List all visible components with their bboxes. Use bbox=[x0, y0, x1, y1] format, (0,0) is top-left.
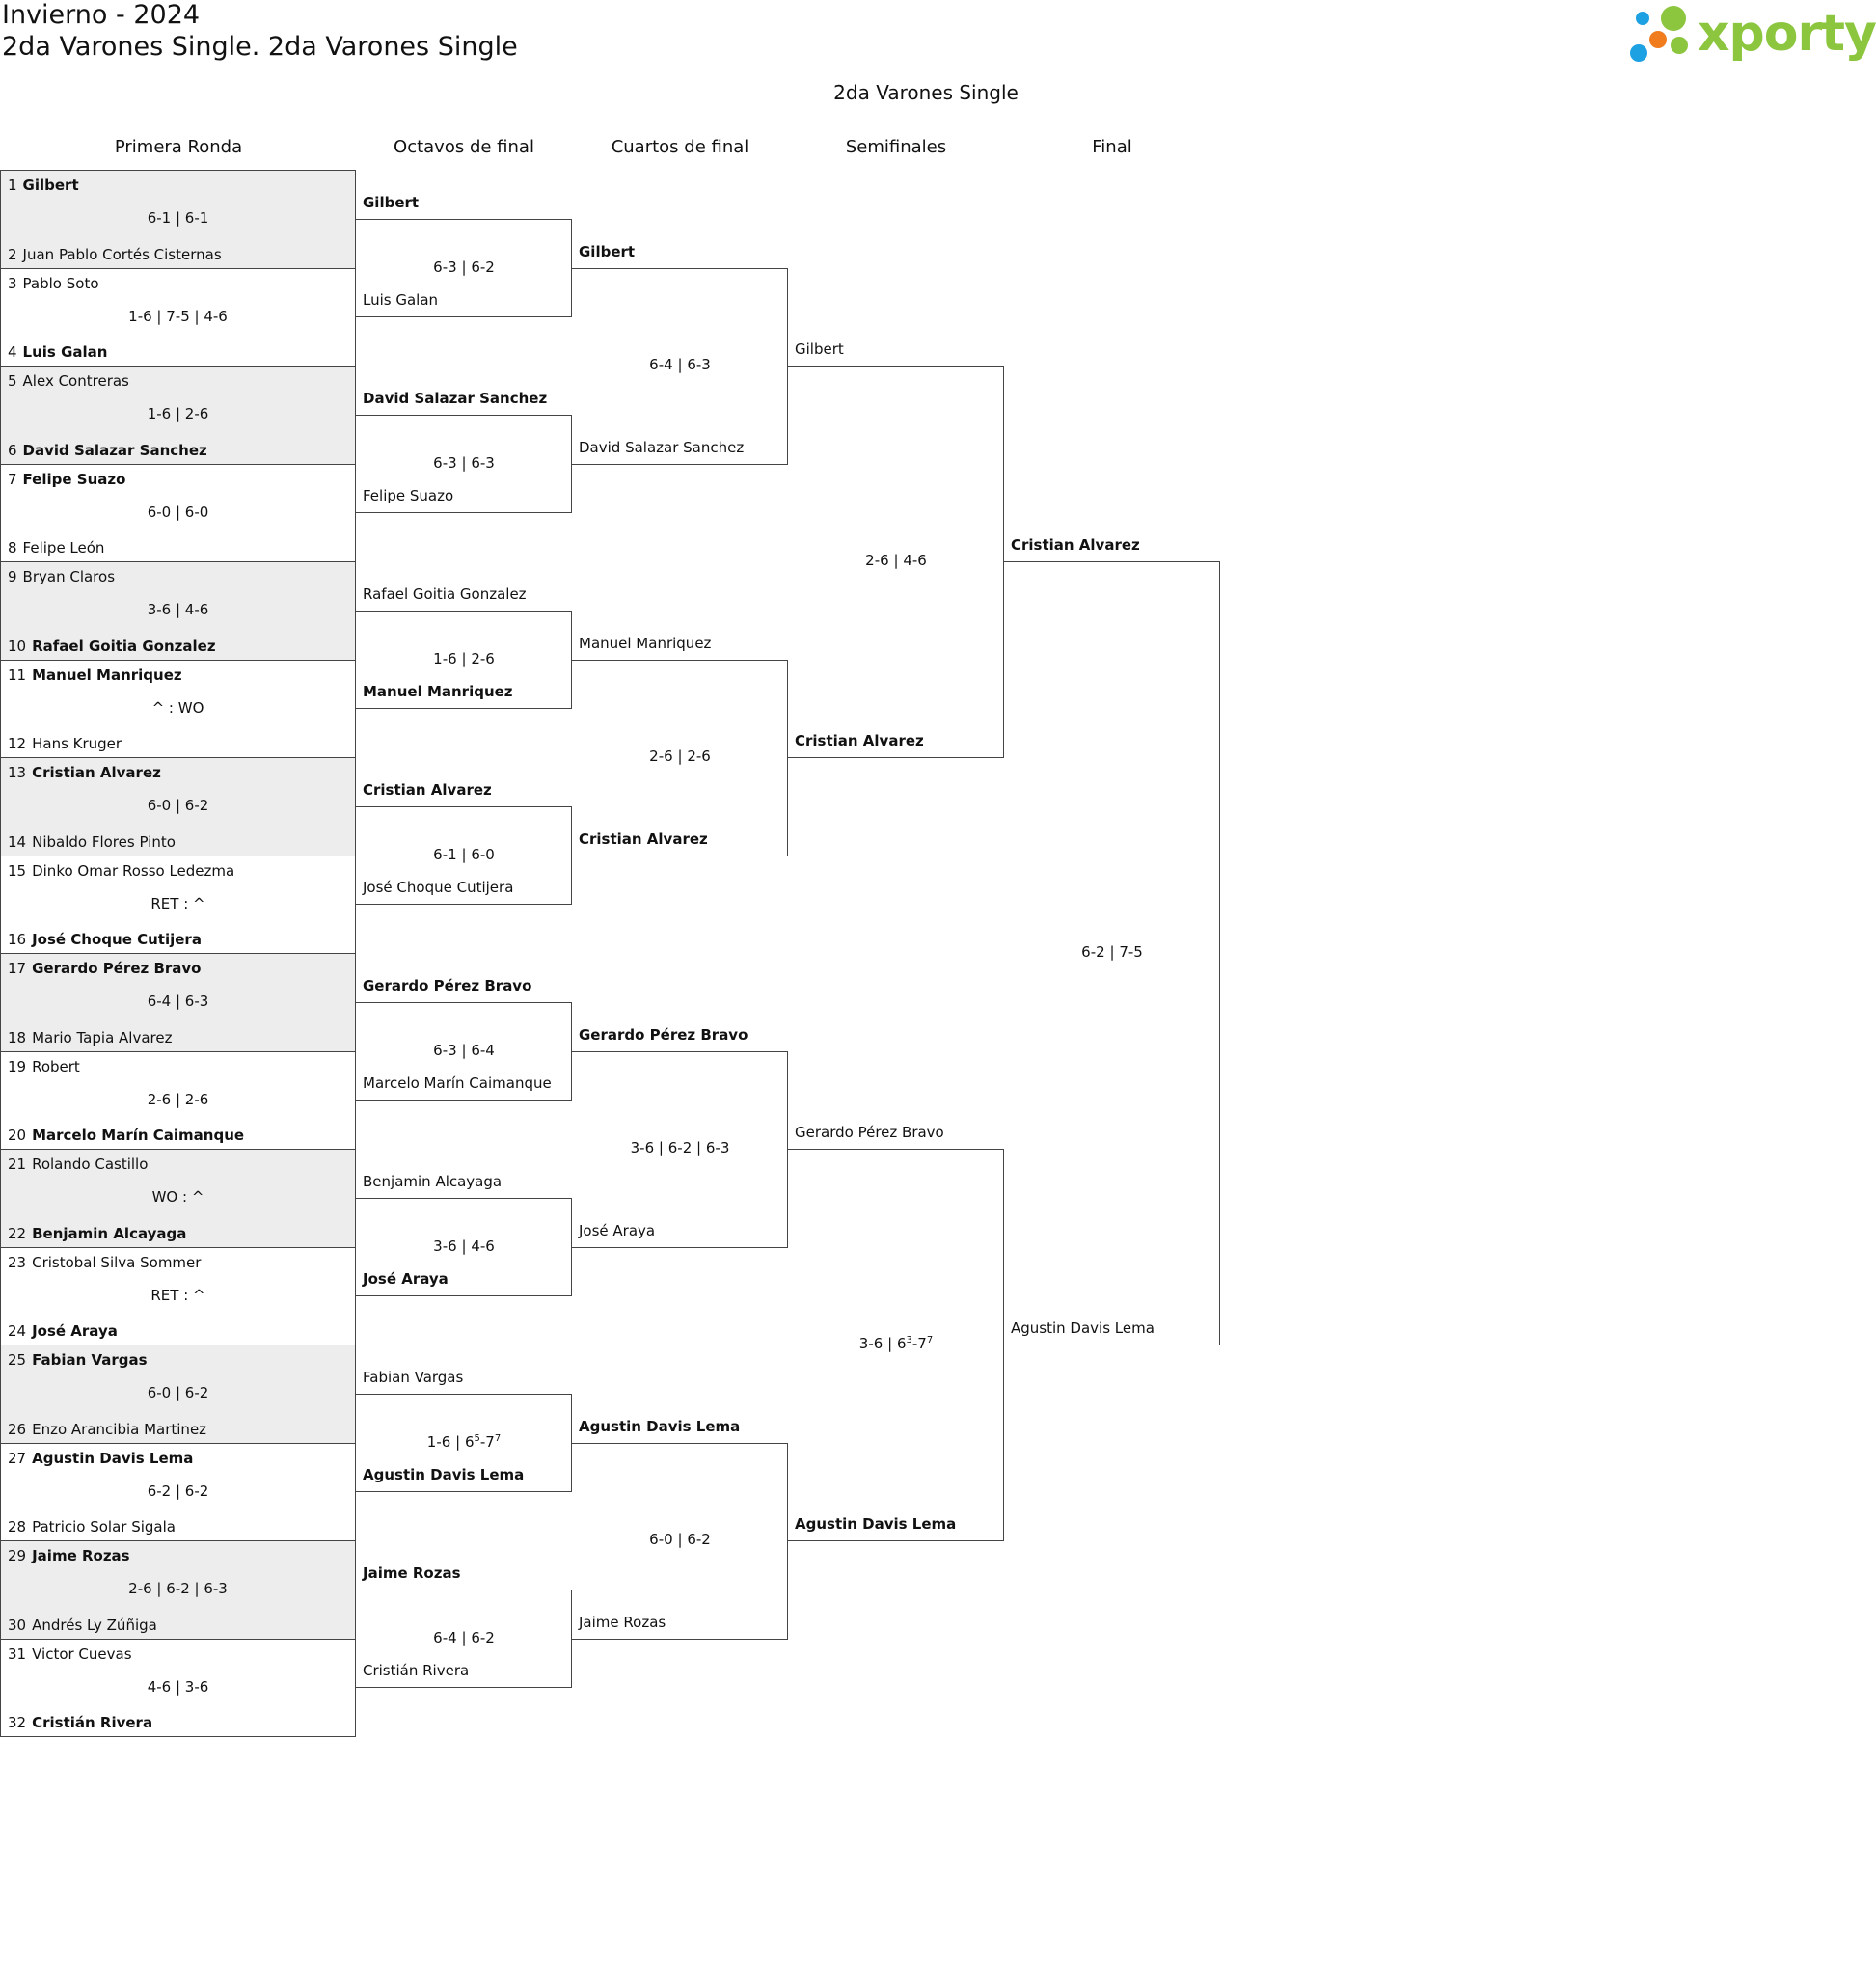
player-name[interactable]: Cristian Alvarez bbox=[795, 732, 924, 749]
seed-number: 21 bbox=[8, 1155, 27, 1173]
match-score: WO : ^ bbox=[151, 1188, 204, 1206]
round-header: Octavos de final bbox=[394, 137, 534, 157]
match-card-r1-12[interactable] bbox=[0, 1247, 356, 1346]
player-name[interactable]: Cristián Rivera bbox=[32, 1714, 153, 1731]
player-name[interactable]: Gerardo Pérez Bravo bbox=[795, 1124, 944, 1141]
round-header: Primera Ronda bbox=[114, 137, 243, 157]
player-name[interactable]: Fabian Vargas bbox=[363, 1368, 464, 1386]
match-card-r1-7[interactable] bbox=[0, 757, 356, 856]
match-card-r1-3[interactable] bbox=[0, 366, 356, 465]
seed-number: 13 bbox=[8, 764, 27, 781]
match-card-r1-11[interactable] bbox=[0, 1149, 356, 1248]
player-name[interactable]: Cristian Alvarez bbox=[1011, 536, 1140, 554]
player-name[interactable]: Cristian Alvarez bbox=[579, 829, 708, 848]
player-name[interactable]: David Salazar Sanchez bbox=[22, 441, 207, 459]
match-score: 6-0 | 6-2 bbox=[147, 1384, 209, 1401]
match-score: 6-0 | 6-2 bbox=[147, 797, 209, 814]
player-name[interactable]: Pablo Soto bbox=[22, 274, 99, 292]
player-name[interactable]: José Choque Cutijera bbox=[32, 931, 202, 948]
player-row bbox=[8, 1450, 193, 1467]
seed-number: 8 bbox=[8, 539, 17, 557]
player-name[interactable]: Mario Tapia Alvarez bbox=[32, 1028, 173, 1046]
match-card-r1-9[interactable] bbox=[0, 953, 356, 1052]
player-name[interactable]: Dinko Omar Rosso Ledezma bbox=[32, 861, 235, 880]
xporty-logo bbox=[1628, 2, 1876, 66]
match-card-r1-1[interactable] bbox=[0, 170, 356, 269]
match-score: 4-6 | 3-6 bbox=[147, 1677, 209, 1696]
match-card-r1-5[interactable] bbox=[0, 561, 356, 661]
player-row bbox=[8, 960, 202, 977]
player-name[interactable]: Marcelo Marín Caimanque bbox=[363, 1074, 552, 1093]
round-header: Final bbox=[1092, 137, 1132, 157]
match-score: 3-6 | 6-2 | 6-3 bbox=[630, 1139, 730, 1156]
player-row bbox=[8, 1421, 206, 1438]
player-row bbox=[8, 1322, 118, 1340]
player-name[interactable]: Enzo Arancibia Martinez bbox=[32, 1420, 207, 1438]
player-row bbox=[8, 1155, 148, 1173]
player-name[interactable]: Cristian Alvarez bbox=[32, 764, 161, 781]
player-name[interactable]: Cristian Alvarez bbox=[363, 780, 492, 799]
player-row bbox=[8, 539, 104, 557]
match-score: 2-6 | 2-6 bbox=[649, 747, 711, 765]
match-score: 6-4 | 6-3 bbox=[649, 356, 711, 373]
seed-number: 10 bbox=[8, 637, 27, 655]
seed-number: 23 bbox=[8, 1253, 27, 1271]
player-name[interactable]: José Araya bbox=[579, 1221, 656, 1239]
match-score: 6-1 | 6-1 bbox=[147, 209, 209, 227]
player-row bbox=[8, 735, 122, 752]
match-score: 6-0 | 6-0 bbox=[147, 503, 209, 521]
player-name[interactable]: José Araya bbox=[363, 1270, 449, 1289]
match-card-r1-16[interactable] bbox=[0, 1639, 356, 1738]
seed-number: 26 bbox=[8, 1420, 27, 1438]
player-name[interactable]: Felipe León bbox=[22, 539, 105, 557]
seed-number: 18 bbox=[8, 1028, 27, 1046]
player-name[interactable]: Jaime Rozas bbox=[579, 1613, 666, 1631]
player-name[interactable]: Jaime Rozas bbox=[363, 1563, 461, 1582]
player-name[interactable]: Gilbert bbox=[579, 242, 636, 260]
player-row bbox=[8, 1645, 132, 1663]
match-card-r1-8[interactable] bbox=[0, 856, 356, 955]
match-score: 3-6 | $6^3-7^7$ bbox=[858, 1335, 934, 1352]
match-score: 2-6 | 4-6 bbox=[865, 552, 927, 569]
player-name[interactable]: Manuel Manriquez bbox=[579, 634, 712, 652]
player-row bbox=[8, 833, 176, 851]
match-score: 1-6 | 7-5 | 4-6 bbox=[128, 307, 228, 325]
player-row bbox=[8, 1225, 186, 1242]
player-name[interactable]: Gerardo Pérez Bravo bbox=[363, 976, 532, 994]
match-score: 1-6 | $6^5-7^7$ bbox=[426, 1432, 502, 1451]
match-score: 6-0 | 6-2 bbox=[649, 1531, 711, 1548]
player-name[interactable]: Rolando Castillo bbox=[32, 1155, 149, 1173]
seed-number: 11 bbox=[8, 666, 27, 684]
player-name[interactable]: Fabian Vargas bbox=[32, 1351, 148, 1369]
logo-text: xporty bbox=[1698, 5, 1876, 63]
seed-number: 27 bbox=[8, 1449, 27, 1467]
player-name[interactable]: Gilbert bbox=[795, 340, 844, 358]
player-name[interactable]: Luis Galan bbox=[363, 291, 439, 310]
seed-number: 16 bbox=[8, 931, 27, 948]
player-name[interactable]: Gerardo Pérez Bravo bbox=[579, 1025, 748, 1044]
player-name[interactable]: Agustin Davis Lema bbox=[579, 1417, 741, 1435]
match-score: 6-4 | 6-2 bbox=[433, 1628, 495, 1646]
match-card-r1-2[interactable] bbox=[0, 268, 356, 367]
player-name[interactable]: David Salazar Sanchez bbox=[579, 438, 745, 456]
match-score: 6-2 | 7-5 bbox=[1081, 943, 1143, 961]
player-row bbox=[8, 246, 222, 263]
match-score: 1-6 | 2-6 bbox=[433, 649, 495, 667]
player-name[interactable]: José Araya bbox=[32, 1322, 118, 1340]
seed-number: 14 bbox=[8, 832, 27, 851]
player-row bbox=[8, 1029, 172, 1046]
player-name[interactable]: Benjamin Alcayaga bbox=[363, 1172, 503, 1190]
player-name[interactable]: Rafael Goitia Gonzalez bbox=[32, 637, 216, 655]
player-name[interactable]: Nibaldo Flores Pinto bbox=[32, 832, 176, 851]
seed-number: 7 bbox=[8, 470, 17, 488]
seed-number: 32 bbox=[8, 1714, 27, 1731]
player-row bbox=[8, 666, 182, 684]
player-name[interactable]: Manuel Manriquez bbox=[32, 666, 182, 684]
seed-number: 22 bbox=[8, 1224, 27, 1242]
seed-number: 4 bbox=[8, 343, 17, 361]
player-name[interactable]: Cristobal Silva Sommer bbox=[32, 1253, 202, 1271]
match-score: 6-2 | 6-2 bbox=[147, 1481, 209, 1500]
bracket-title: 2da Varones Single bbox=[833, 81, 1019, 104]
page-title: Invierno - 2024 bbox=[2, 0, 201, 30]
player-name[interactable]: Rafael Goitia Gonzalez bbox=[363, 584, 527, 603]
player-name[interactable]: Cristián Rivera bbox=[363, 1662, 470, 1680]
seed-number: 31 bbox=[8, 1644, 27, 1663]
player-name[interactable]: Agustin Davis Lema bbox=[32, 1449, 194, 1467]
logo-dot-green-icon bbox=[1661, 6, 1686, 31]
player-name[interactable]: Robert bbox=[32, 1057, 80, 1075]
player-row bbox=[8, 1617, 157, 1634]
player-name[interactable]: Hans Kruger bbox=[32, 735, 122, 752]
player-name[interactable]: Juan Pablo Cortés Cisternas bbox=[22, 245, 222, 263]
player-name[interactable]: Agustin Davis Lema bbox=[363, 1466, 525, 1484]
seed-number: 2 bbox=[8, 245, 17, 263]
match-card-r1-15[interactable] bbox=[0, 1540, 356, 1640]
seed-number: 20 bbox=[8, 1127, 27, 1144]
player-row bbox=[8, 1058, 80, 1075]
player-name[interactable]: Andrés Ly Zúñiga bbox=[32, 1616, 157, 1634]
player-name[interactable]: Jaime Rozas bbox=[32, 1547, 130, 1564]
player-name[interactable]: Luis Galan bbox=[22, 343, 108, 361]
logo-dot-orange-icon bbox=[1649, 31, 1667, 48]
player-row bbox=[8, 442, 207, 459]
match-card-r1-13[interactable] bbox=[0, 1345, 356, 1444]
player-row bbox=[8, 931, 202, 948]
player-row bbox=[8, 862, 234, 880]
player-row bbox=[8, 372, 129, 390]
seed-number: 28 bbox=[8, 1518, 27, 1536]
player-row bbox=[8, 568, 115, 585]
player-name[interactable]: Marcelo Marín Caimanque bbox=[32, 1127, 245, 1144]
seed-number: 29 bbox=[8, 1547, 27, 1564]
seed-number: 19 bbox=[8, 1057, 27, 1075]
player-name[interactable]: Agustin Davis Lema bbox=[795, 1515, 957, 1533]
player-row bbox=[8, 1518, 176, 1536]
match-score: RET : ^ bbox=[150, 894, 205, 912]
match-score: 3-6 | 4-6 bbox=[433, 1237, 495, 1255]
player-name[interactable]: Victor Cuevas bbox=[32, 1644, 132, 1663]
match-card-r1-6[interactable] bbox=[0, 660, 356, 759]
seed-number: 15 bbox=[8, 861, 27, 880]
player-name[interactable]: Felipe Suazo bbox=[22, 470, 126, 488]
logo-dot-blue2-icon bbox=[1630, 44, 1647, 62]
player-name[interactable]: José Choque Cutijera bbox=[363, 879, 514, 897]
player-name[interactable]: Bryan Claros bbox=[22, 568, 116, 585]
seed-number: 3 bbox=[8, 274, 17, 292]
player-name[interactable]: Felipe Suazo bbox=[363, 487, 454, 505]
player-row bbox=[8, 1351, 148, 1369]
match-score: ^ : WO bbox=[151, 698, 204, 717]
player-row bbox=[8, 764, 161, 781]
match-card-r1-10[interactable] bbox=[0, 1051, 356, 1151]
match-score: 6-4 | 6-3 bbox=[147, 992, 209, 1010]
logo-dot-blue-icon bbox=[1636, 12, 1649, 25]
player-row bbox=[8, 471, 125, 488]
player-row bbox=[8, 275, 99, 292]
player-row bbox=[8, 638, 216, 655]
round-header: Semifinales bbox=[845, 137, 947, 157]
player-name[interactable]: Patricio Solar Sigala bbox=[32, 1518, 176, 1536]
seed-number: 9 bbox=[8, 568, 17, 585]
seed-number: 17 bbox=[8, 960, 27, 977]
player-name[interactable]: Benjamin Alcayaga bbox=[32, 1224, 187, 1242]
player-name[interactable]: Gilbert bbox=[22, 177, 79, 194]
seed-number: 25 bbox=[8, 1351, 27, 1369]
player-row bbox=[8, 1127, 244, 1144]
match-score: 6-3 | 6-2 bbox=[433, 258, 495, 276]
seed-number: 5 bbox=[8, 372, 17, 390]
player-name[interactable]: Agustin Davis Lema bbox=[1011, 1319, 1155, 1337]
seed-number: 30 bbox=[8, 1616, 27, 1634]
seed-number: 24 bbox=[8, 1322, 27, 1340]
match-score: 2-6 | 6-2 | 6-3 bbox=[128, 1580, 228, 1597]
player-row bbox=[8, 343, 107, 361]
match-score: 3-6 | 4-6 bbox=[147, 601, 209, 618]
logo-dot-green2-icon bbox=[1671, 37, 1688, 54]
match-card-r1-14[interactable] bbox=[0, 1443, 356, 1542]
match-score: 6-3 | 6-3 bbox=[433, 453, 495, 472]
player-row bbox=[8, 1254, 201, 1271]
player-name[interactable]: Manuel Manriquez bbox=[363, 683, 513, 701]
player-name[interactable]: Gerardo Pérez Bravo bbox=[32, 960, 202, 977]
player-name[interactable]: David Salazar Sanchez bbox=[363, 389, 548, 407]
match-score: 1-6 | 2-6 bbox=[147, 405, 209, 422]
seed-number: 1 bbox=[8, 177, 17, 194]
player-name[interactable]: Alex Contreras bbox=[22, 372, 129, 390]
player-row bbox=[8, 1547, 130, 1564]
player-name[interactable]: Gilbert bbox=[363, 193, 420, 211]
player-row bbox=[8, 1714, 152, 1731]
match-score: 6-3 | 6-4 bbox=[433, 1041, 495, 1059]
page-subtitle: 2da Varones Single. 2da Varones Single bbox=[2, 32, 518, 62]
seed-number: 12 bbox=[8, 735, 27, 752]
match-score: 6-1 | 6-0 bbox=[433, 845, 495, 863]
round-header: Cuartos de final bbox=[611, 137, 749, 157]
player-row bbox=[8, 177, 79, 194]
match-score: 2-6 | 2-6 bbox=[147, 1090, 209, 1108]
seed-number: 6 bbox=[8, 441, 17, 459]
match-card-r1-4[interactable] bbox=[0, 464, 356, 563]
match-score: RET : ^ bbox=[150, 1286, 205, 1304]
